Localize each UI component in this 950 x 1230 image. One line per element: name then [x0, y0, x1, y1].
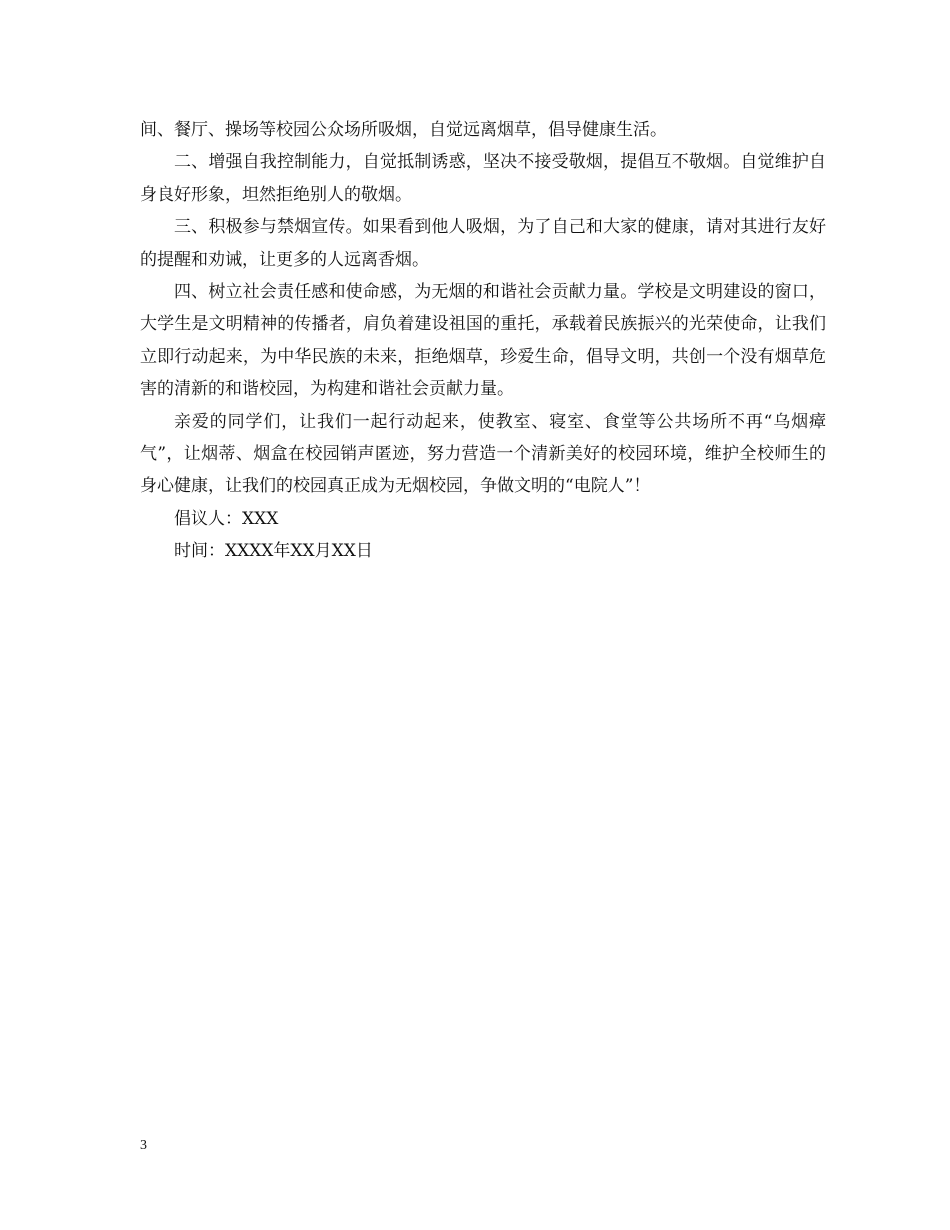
page-number: 3	[140, 1138, 147, 1153]
document-body	[140, 114, 826, 568]
paragraph-continuation: 间、餐厅、操场等校园公众场所吸烟，自觉远离烟草，倡导健康生活。	[140, 120, 667, 140]
paragraph-social-responsibility: 四、树立社会责任感和使命感，为无烟的和谐社会贡献力量。学校是文明建设的窗口，大学生是文明精神的传播者，肩负着建设祖国的重托，承载着民族振兴的光荣使命，让我们立即行动起来，为中华民族的未来，拒绝烟草，珍爱生命，倡导文明，共创一个没有烟草危害的清新的和谐校园，为构建和谐社会贡献力量。	[140, 282, 826, 400]
paragraph-self-control: 二、增强自我控制能力，自觉抵制诱惑，坚决不接受敬烟，提倡互不敬烟。自觉维护自身良好形象，坦然拒绝别人的敬烟。	[140, 152, 826, 205]
paragraph-appeal: 亲爱的同学们，让我们一起行动起来，使教室、寝室、食堂等公共场所不再“乌烟瘴气”，让烟蒂、烟盒在校园销声匿迹，努力营造一个清新美好的校园环境，维护全校师生的身心健康，让我们的校园真正成为无烟校园，争做文明的“电院人”！	[140, 411, 826, 497]
initiator-line: 倡议人：XXX	[174, 508, 279, 529]
date-line: 时间：XXXX年XX月XX日	[174, 541, 373, 562]
paragraph-publicity: 三、积极参与禁烟宣传。如果看到他人吸烟，为了自己和大家的健康，请对其进行友好的提醒和劝诫，让更多的人远离香烟。	[140, 217, 826, 270]
